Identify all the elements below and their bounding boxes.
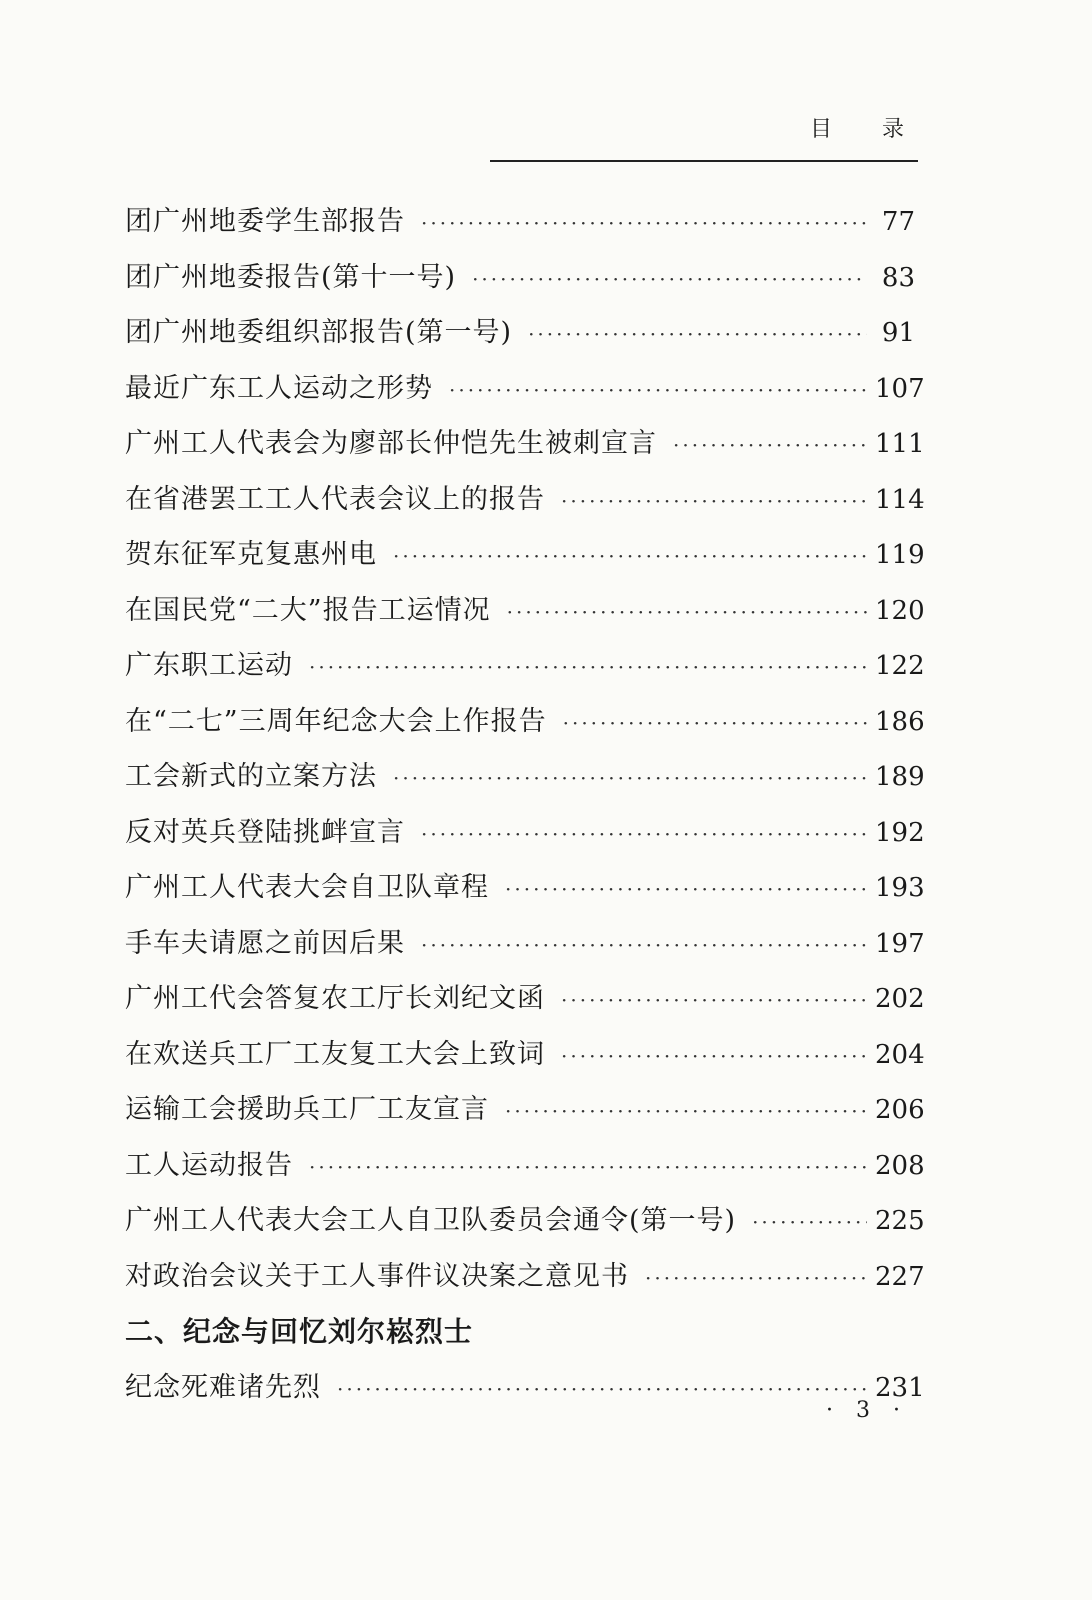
toc-entry-title: 在“二七”三周年纪念大会上作报告 bbox=[125, 705, 547, 737]
toc-entry-title: 手车夫请愿之前因后果 bbox=[125, 927, 405, 959]
toc-entry-page: 111 bbox=[875, 429, 925, 459]
toc-entry-page: 197 bbox=[875, 928, 925, 959]
toc-entry[interactable] bbox=[125, 749, 925, 805]
toc-entry-title: 广州工人代表大会自卫队章程 bbox=[125, 872, 489, 903]
toc-entry[interactable] bbox=[125, 472, 925, 528]
toc-entry-title: 最近广东工人运动之形势 bbox=[125, 372, 433, 404]
dot-leader bbox=[505, 1084, 867, 1140]
dot-leader bbox=[507, 585, 867, 641]
toc-entry-page: 186 bbox=[875, 706, 925, 737]
dot-leader bbox=[472, 252, 867, 308]
toc-entry[interactable] bbox=[125, 361, 925, 417]
toc-entry-title: 纪念死难诸先烈 bbox=[125, 1372, 321, 1403]
toc-entry[interactable] bbox=[125, 1082, 925, 1138]
toc-entry-page: 208 bbox=[875, 1150, 925, 1181]
toc-entry-page: 83 bbox=[881, 262, 915, 293]
toc-entry[interactable] bbox=[125, 1249, 925, 1305]
toc-entry-page: 189 bbox=[875, 762, 925, 792]
dot-leader bbox=[449, 363, 867, 419]
toc-entry[interactable] bbox=[125, 583, 925, 639]
toc-entry-title: 工会新式的立案方法 bbox=[125, 761, 377, 792]
toc-entry-page: 122 bbox=[875, 651, 925, 681]
toc-entry[interactable] bbox=[125, 1193, 925, 1249]
toc-entry-page: 202 bbox=[875, 984, 925, 1014]
toc-entry[interactable] bbox=[125, 916, 925, 972]
dot-leader bbox=[563, 696, 867, 752]
dot-leader bbox=[561, 474, 867, 530]
toc-entry-page: 231 bbox=[875, 1373, 925, 1403]
toc-entry[interactable] bbox=[125, 860, 925, 916]
dot-leader bbox=[421, 918, 867, 974]
toc-entry[interactable] bbox=[125, 694, 925, 750]
toc-entry-title: 运输工会援助兵工厂工友宣言 bbox=[125, 1094, 489, 1125]
toc-entry[interactable] bbox=[125, 1027, 925, 1083]
dot-leader bbox=[309, 640, 867, 696]
toc-entry-title: 在国民党“二大”报告工运情况 bbox=[125, 594, 491, 626]
section-heading: 二、纪念与回忆刘尔崧烈士 bbox=[125, 1315, 474, 1348]
toc-entry-page: 192 bbox=[875, 817, 925, 848]
toc-entry-page: 204 bbox=[875, 1039, 925, 1070]
toc-entry-page: 77 bbox=[881, 207, 915, 237]
running-head-right: 录 bbox=[882, 117, 905, 142]
running-head bbox=[810, 112, 904, 143]
dot-leader bbox=[673, 418, 867, 474]
toc-entry[interactable] bbox=[125, 971, 925, 1027]
toc-entry[interactable] bbox=[125, 527, 925, 583]
toc-entry-page: 206 bbox=[875, 1095, 925, 1125]
toc-entry[interactable] bbox=[125, 416, 925, 472]
toc-entry-title: 在欢送兵工厂工友复工大会上致词 bbox=[125, 1038, 545, 1070]
dot-leader bbox=[752, 1195, 867, 1251]
toc-entry[interactable] bbox=[125, 1360, 925, 1416]
toc-entry-title: 贺东征军克复惠州电 bbox=[125, 539, 377, 570]
running-head-left: 目 bbox=[810, 117, 833, 142]
toc-entry-title: 广东职工运动 bbox=[125, 650, 293, 681]
toc-entry-page: 107 bbox=[875, 373, 925, 404]
toc-entry-title: 广州工代会答复农工厅长刘纪文函 bbox=[125, 983, 545, 1014]
dot-leader bbox=[393, 751, 867, 807]
toc-entry-title: 团广州地委组织部报告(第一号) bbox=[125, 317, 513, 348]
page-number: · 3 · bbox=[826, 1398, 908, 1423]
toc-entry-title: 工人运动报告 bbox=[125, 1149, 293, 1181]
toc-entry-title: 广州工人代表大会工人自卫队委员会通令(第一号) bbox=[125, 1205, 737, 1236]
toc-entry-page: 119 bbox=[875, 540, 925, 570]
toc-entry-title: 团广州地委学生部报告 bbox=[125, 206, 405, 237]
toc-entry-title: 对政治会议关于工人事件议决案之意见书 bbox=[125, 1260, 629, 1292]
dot-leader bbox=[309, 1140, 867, 1196]
dot-leader bbox=[561, 973, 867, 1029]
toc-entry-title: 广州工人代表会为廖部长仲恺先生被刺宣言 bbox=[125, 428, 657, 459]
dot-leader bbox=[561, 1029, 867, 1085]
dot-leader bbox=[505, 862, 867, 918]
toc-entry[interactable] bbox=[125, 250, 915, 306]
toc-entry[interactable] bbox=[125, 305, 915, 361]
dot-leader bbox=[421, 196, 867, 252]
toc-entry-page: 225 bbox=[875, 1206, 925, 1236]
toc-entry[interactable] bbox=[125, 194, 915, 250]
toc-entry-page: 91 bbox=[881, 318, 915, 348]
toc-entry-page: 120 bbox=[875, 595, 925, 626]
dot-leader bbox=[337, 1362, 867, 1418]
toc-entry-page: 114 bbox=[875, 484, 925, 515]
toc-entry[interactable] bbox=[125, 805, 925, 861]
toc-entry-title: 反对英兵登陆挑衅宣言 bbox=[125, 816, 405, 848]
toc-entry[interactable] bbox=[125, 638, 925, 694]
dot-leader bbox=[645, 1251, 867, 1307]
toc-entry-title: 在省港罢工工人代表会议上的报告 bbox=[125, 483, 545, 515]
toc-entry-page: 227 bbox=[875, 1261, 925, 1292]
toc-entry[interactable] bbox=[125, 1138, 925, 1194]
toc-entry-title: 团广州地委报告(第十一号) bbox=[125, 261, 457, 293]
table-of-contents bbox=[125, 194, 925, 1416]
dot-leader bbox=[528, 307, 867, 363]
header-rule bbox=[490, 160, 918, 162]
dot-leader bbox=[421, 807, 867, 863]
dot-leader bbox=[393, 529, 867, 585]
toc-entry-page: 193 bbox=[875, 873, 925, 903]
